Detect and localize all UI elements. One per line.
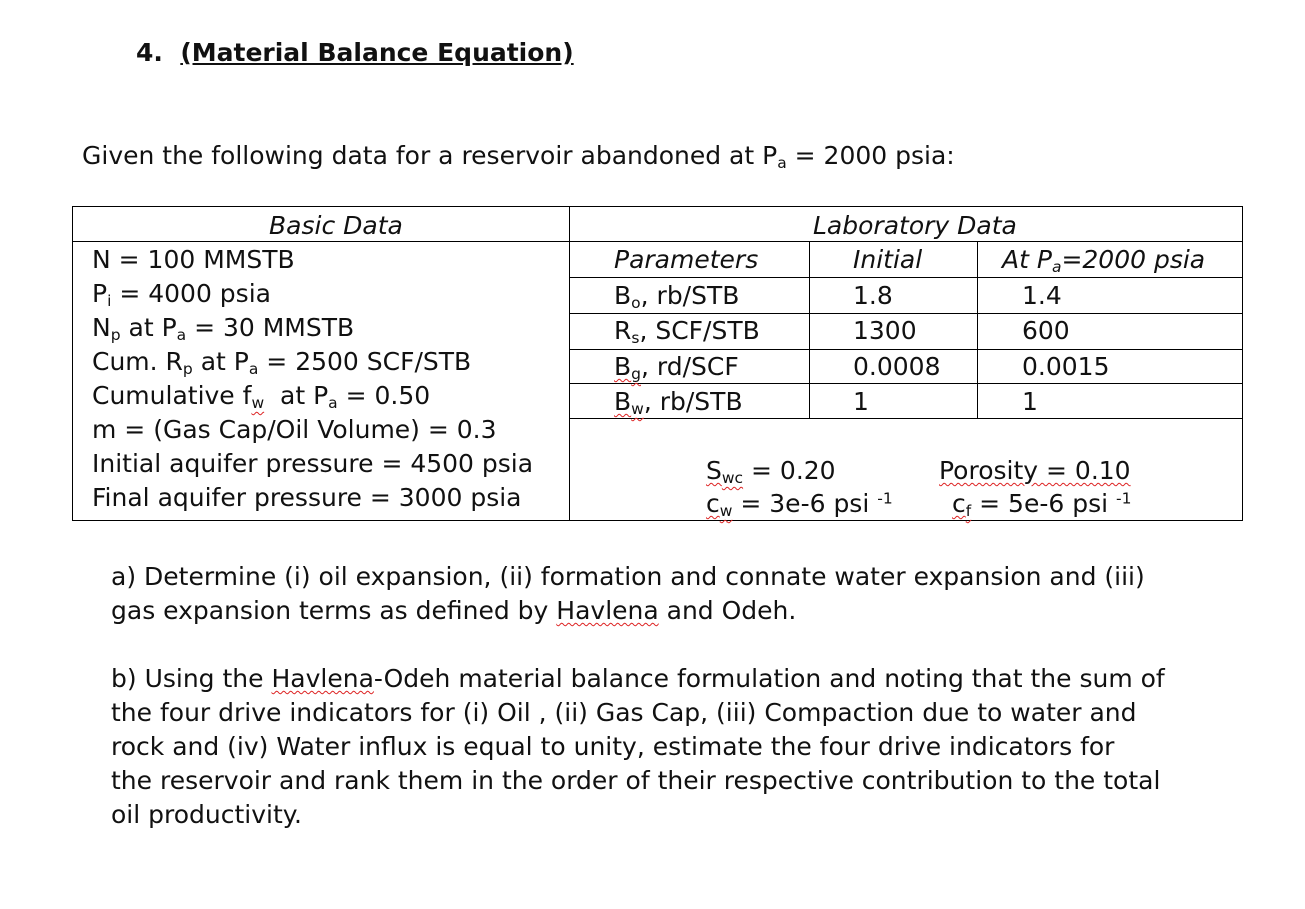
lab-col-divider-2 [977, 241, 978, 418]
lab-final-bg: 0.0015 [1022, 352, 1110, 381]
lab-porosity: Porosity = 0.10 [939, 456, 1131, 485]
lab-final-bw: 1 [1022, 387, 1038, 416]
lab-col-final: At $P_a=2000$ psia [1002, 245, 1206, 276]
basic-rp: Cum. $R_p$ at $P_a = 2500$ SCF/STB [92, 347, 472, 378]
basic-aquifer-final: Final aquifer pressure = 3000 psia [92, 483, 522, 512]
part-b-line-2: the four drive indicators for (i) Oil , (ii) Gas Cap, (iii) Compaction due to water and [111, 698, 1137, 727]
lab-initial-rs: 1300 [853, 316, 917, 345]
lab-col-divider-1 [809, 241, 810, 418]
lab-param-rs: $R_s$, SCF/STB [614, 316, 760, 347]
lab-data-table [570, 206, 1243, 521]
part-b [111, 662, 1241, 832]
intro-after: = 2000 psia: [786, 141, 955, 170]
question-heading: (Material Balance Equation) [180, 38, 574, 67]
lab-param-bo: $B_o$, rb/STB [614, 281, 740, 312]
basic-header-divider [73, 241, 570, 242]
part-a [111, 560, 1241, 628]
part-a-line-1: a) Determine (i) oil expansion, (ii) formation and connate water expansion and (iii) [111, 562, 1145, 591]
lab-cf: $c_f = 5e-6$ psi $^{-1}$ [952, 489, 1132, 520]
basic-n: N = 100 MMSTB [92, 245, 295, 274]
lab-header-divider [570, 241, 1242, 242]
lab-row-divider-4 [570, 383, 1242, 384]
lab-param-bg: $B_g$, rd/SCF [614, 352, 739, 383]
question-title [136, 38, 574, 67]
lab-swc: $S_{wc} = 0.20$ [706, 456, 836, 487]
basic-aquifer-initial: Initial aquifer pressure = 4500 psia [92, 449, 534, 478]
part-b-line-4: the reservoir and rank them in the order of their respective contribution to the total [111, 766, 1161, 795]
basic-fw: Cumulative $f_w$ at $P_a = 0.50$ [92, 381, 431, 412]
lab-initial-bo: 1.8 [853, 281, 893, 310]
part-b-line-1: b) Using the Havlena-Odeh material balance formulation and noting that the sum of [111, 664, 1165, 693]
lab-row-divider-2 [570, 313, 1242, 314]
intro-sub: a [777, 153, 787, 172]
basic-m: m = (Gas Cap/Oil Volume) = 0.3 [92, 415, 497, 444]
part-a-line-2: gas expansion terms as defined by Havlena and Odeh. [111, 596, 797, 625]
question-number: 4. [136, 38, 163, 67]
intro-text [82, 141, 955, 170]
part-b-line-5: oil productivity. [111, 800, 302, 829]
lab-final-rs: 600 [1022, 316, 1070, 345]
lab-initial-bw: 1 [853, 387, 869, 416]
basic-pi: $P_i = 4000$ psia [92, 279, 271, 310]
lab-row-divider-1 [570, 277, 1242, 278]
lab-col-initial: Initial [853, 245, 923, 274]
lab-row-divider-3 [570, 349, 1242, 350]
basic-data-table [72, 206, 570, 521]
lab-cw: $c_w = 3e-6$ psi $^{-1}$ [706, 489, 893, 520]
lab-initial-bg: 0.0008 [853, 352, 941, 381]
lab-final-bo: 1.4 [1022, 281, 1062, 310]
intro-before: Given the following data for a reservoir abandoned at P [82, 141, 778, 170]
part-b-line-3: rock and (iv) Water influx is equal to unity, estimate the four drive indicators for [111, 732, 1115, 761]
lab-col-parameters: Parameters [614, 245, 759, 274]
basic-np: $N_p$ at $P_a = 30$ MMSTB [92, 313, 355, 344]
basic-data-header: Basic Data [269, 211, 403, 240]
lab-param-bw: $B_w$, rb/STB [614, 387, 743, 418]
lab-row-divider-5 [570, 418, 1242, 419]
lab-data-header: Laboratory Data [813, 211, 1017, 240]
